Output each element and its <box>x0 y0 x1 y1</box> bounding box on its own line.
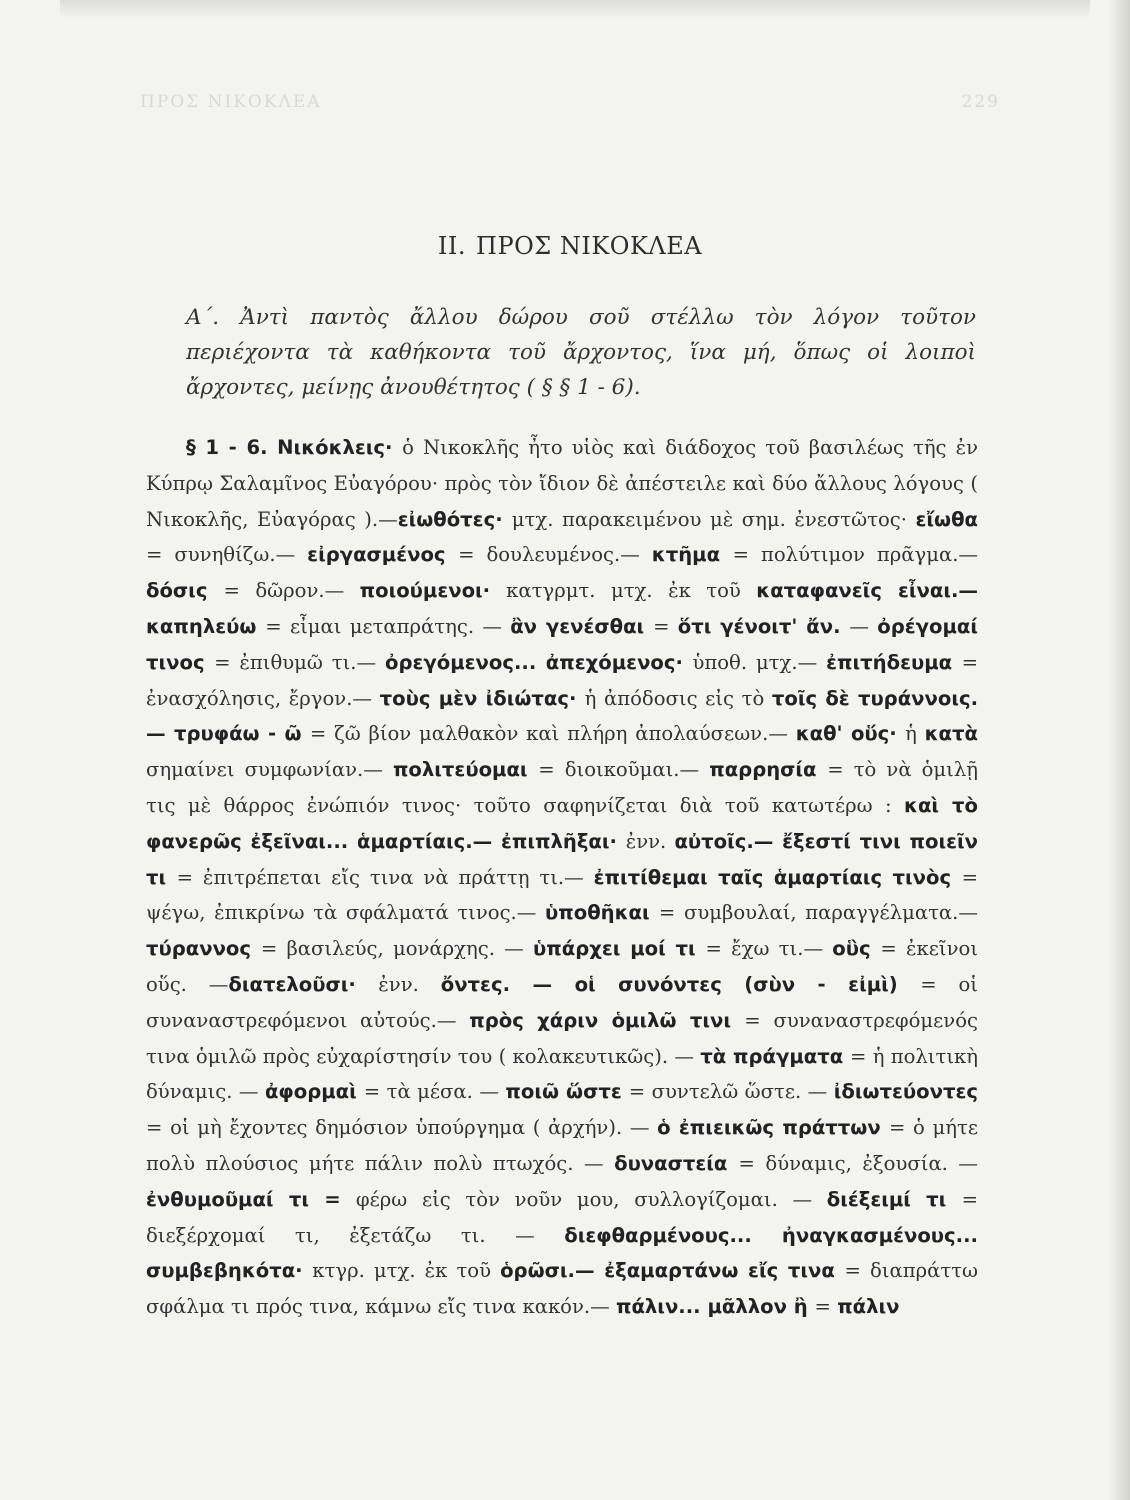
commentary-paragraph <box>146 430 978 1325</box>
lemma-term: οὓς <box>832 937 881 961</box>
lemma-term: τύραννος <box>146 937 261 961</box>
lemma-term: καταφανεῖς εἶναι.— καπηλεύω <box>146 579 978 638</box>
lemma-term: τὰ πράγματα <box>700 1044 851 1068</box>
lemma-term: ὁ ἐπιεικῶς πράττων <box>657 1116 889 1140</box>
gloss-text: = <box>814 1295 838 1319</box>
gloss-text: = εἶμαι μεταπράτης. — <box>265 614 511 638</box>
lemma-term: εἴωθα <box>915 507 978 531</box>
gloss-text: = διεξέρχομαί τι, ἐξετάζω τι. — <box>146 1187 978 1247</box>
gloss-text: ἡ <box>905 722 925 746</box>
lemma-term: ἐπιτίθεμαι ταῖς ἁμαρτίαις τινὸς <box>593 865 962 889</box>
gloss-text: = τὸ νὰ ὁμιλῇ τις μὲ θάρρος ἐνώπιόν τινος· τοῦτο σαφηνίζεται διὰ τοῦ κατωτέρω : <box>146 758 979 817</box>
gloss-text: = συντελῶ ὥστε. — <box>628 1080 834 1104</box>
lemma-term: ὄντες. — οἱ συνόντες (σὺν - εἰμὶ) <box>440 972 921 996</box>
gloss-text: = <box>653 614 678 638</box>
gloss-text: κατγρμτ. μτχ. ἐκ τοῦ <box>506 579 757 603</box>
lemma-term: καθ' οὕς· <box>795 722 906 746</box>
gloss-text: = ψέγω, ἐπικρίνω τὰ σφάλματά τινος.— <box>146 865 978 925</box>
gloss-text: = οἱ μὴ ἔχοντες δημόσιον ὑπούργημα ( ἀρχήν). — <box>146 1116 658 1140</box>
gloss-text: σημαίνει συμφωνίαν.— <box>146 758 393 782</box>
lemma-term: κατὰ <box>924 722 978 746</box>
gloss-text: = οἱ συναναστρεφόμενοι αὐτούς.— <box>146 972 978 1032</box>
lemma-term: ὀρεγόμενος... ἀπεχόμενος· <box>385 650 693 674</box>
lemma-term: παρρησία <box>709 758 828 782</box>
gloss-text: = δῶρον.— <box>223 579 360 603</box>
lemma-term: αὐτοῖς.— ἔξεστί τινι ποιεῖν τι <box>146 829 978 889</box>
gloss-text: ἐνν. <box>625 829 675 853</box>
chapter-title <box>0 232 1130 260</box>
bleed-through-head-text: ΠΡΟΣ ΝΙΚΟΚΛΕΑ <box>140 92 322 112</box>
lemma-term: διεφθαρμένους... ἠναγκασμένους... συμβεβηκότα· <box>146 1223 978 1283</box>
gloss-text: = συναναστρεφόμενός τινα ὁμιλῶ πρὸς εὐχαρίστησίν του ( κολακευτικῶς). — <box>146 1008 978 1068</box>
gloss-text: = ἐπιθυμῶ τι.— <box>214 650 386 674</box>
lemma-term: ἰδιωτεύοντες <box>833 1080 978 1104</box>
page-right-shadow <box>1108 0 1130 1500</box>
gloss-text: = ἐπιτρέπεται εἴς τινα νὰ πράττῃ τι.— <box>176 865 594 889</box>
gloss-text: μτχ. παρακειμένου μὲ σημ. ἐνεστῶτος· <box>511 507 916 531</box>
lemma-term: εἰργασμένος <box>307 543 459 567</box>
lemma-term: κτῆμα <box>651 543 733 567</box>
chapter-number: ΙΙ. <box>437 232 467 260</box>
lemma-term: πάλιν... μᾶλλον ἢ <box>615 1295 815 1319</box>
lemma-term: τοὺς μὲν ἰδιώτας· <box>379 686 585 710</box>
gloss-text: ὁ Νικοκλῆς ἦτο υἱὸς καὶ διάδοχος τοῦ βασιλέως τῆς ἐν Κύπρῳ Σαλαμῖνος Εὐαγόρου· πρὸς τὸν ἴδιον δὲ ἀπέστειλε καὶ δύο ἄλλους λόγους ( Νικοκλῆς, Εὐαγόρας ).— <box>146 436 978 531</box>
gloss-text: = διοικοῦμαι.— <box>538 758 710 782</box>
lemma-term: ἐνθυμοῦμαί τι = <box>146 1187 356 1211</box>
gloss-text: ἐνν. <box>378 972 441 996</box>
lemma-term: ὑπάρχει μοί τι <box>533 937 706 961</box>
lemma-term: διατελοῦσι· <box>228 972 379 996</box>
lemma-term: ἂν γενέσθαι <box>510 614 654 638</box>
lemma-term: ἀφορμαὶ <box>264 1080 364 1104</box>
lemma-term: πολιτεύομαι <box>392 758 539 782</box>
bleed-through-running-head <box>140 92 1000 112</box>
gloss-text: = ἡ πολιτικὴ δύναμις. — <box>146 1044 979 1104</box>
lemma-term: § 1 - 6. <box>186 436 278 459</box>
lemma-term: ὁρῶσι.— ἐξαμαρτάνω εἴς τινα <box>500 1259 845 1283</box>
gloss-text: = συνηθίζω.— <box>146 543 308 567</box>
lemma-term: δυναστεία <box>614 1151 739 1175</box>
gloss-text: = διαπράττω σφάλμα τι πρός τινα, κάμνω εἴς τινα κακόν.— <box>146 1259 978 1319</box>
gloss-text: = πολύτιμον πρᾶγμα.— <box>732 543 979 567</box>
gloss-text: κτγρ. μτχ. ἐκ τοῦ <box>312 1259 501 1283</box>
lemma-term: ὑποθῆκαι <box>545 901 659 925</box>
gloss-text: = τὰ μέσα. — <box>363 1080 506 1104</box>
gloss-text: = ἔχω τι.— <box>705 937 833 961</box>
chapter-summary: Α΄. Ἀντὶ παντὸς ἄλλου δώρου σοῦ στέλλω τὸν λόγον τοῦτον περιέχοντα τὰ καθήκοντα τοῦ ἄρχοντος, ἵνα μή, ὅπως οἱ λοιποὶ ἄρχοντες, μείνῃς ἀνουθέτητος ( § § 1 - 6). <box>186 305 976 400</box>
gloss-text: = βασιλεύς, μονάρχης. — <box>260 937 533 961</box>
bleed-through-page-number: 229 <box>961 92 1000 112</box>
gloss-text: ὑποθ. μτχ.— <box>692 650 827 674</box>
lemma-term: εἰωθότες· <box>397 507 512 531</box>
gloss-text: = δύναμις, ἐξουσία. — <box>738 1151 979 1175</box>
lemma-term: Νικόκλεις· <box>277 436 403 459</box>
chapter-title-text: ΠΡΟΣ ΝΙΚΟΚΛΕΑ <box>476 232 703 260</box>
gloss-text: = δουλευμένος.— <box>458 543 652 567</box>
lemma-term: ὅτι γένοιτ' ἄν. <box>677 614 850 638</box>
page-top-shadow <box>60 0 1090 18</box>
gloss-text: φέρω εἰς τὸν νοῦν μου, συλλογίζομαι. — <box>355 1187 827 1211</box>
lemma-term: τοῖς δὲ τυράννοις.— τρυφάω - ῶ <box>146 686 979 746</box>
gloss-text: = ζῶ βίον μαλθακὸν καὶ πλήρη ἀπολαύσεων.— <box>309 722 796 746</box>
lemma-term: ποιῶ ὥστε <box>505 1080 629 1104</box>
lemma-term: ποιούμενοι· <box>359 579 507 603</box>
gloss-text: ἡ ἀπόδοσις εἰς τὸ <box>584 686 772 710</box>
lemma-term: ὀρέγομαί τινος <box>146 614 978 674</box>
lemma-term: διέξειμί τι <box>826 1187 962 1211</box>
lemma-term: καὶ τὸ φανερῶς ἐξεῖναι... ἁμαρτίαις.— ἐπιπλῆξαι· <box>146 793 978 853</box>
lemma-term: δόσις <box>146 579 224 603</box>
gloss-text: = ἐκεῖνοι οὕς. — <box>146 937 979 996</box>
lemma-term: πρὸς χάριν ὁμιλῶ τινι <box>469 1008 745 1032</box>
gloss-text: — <box>849 614 878 638</box>
gloss-text: = συμβουλαί, παραγγέλματα.— <box>658 901 978 925</box>
gloss-text: = ἐνασχόλησις, ἔργον.— <box>146 650 979 710</box>
lemma-term: ἐπιτήδευμα <box>826 650 962 674</box>
gloss-text: = ὁ μήτε πολὺ πλούσιος μήτε πάλιν πολὺ πτωχός. — <box>146 1116 978 1175</box>
lemma-term: πάλιν <box>837 1295 900 1319</box>
